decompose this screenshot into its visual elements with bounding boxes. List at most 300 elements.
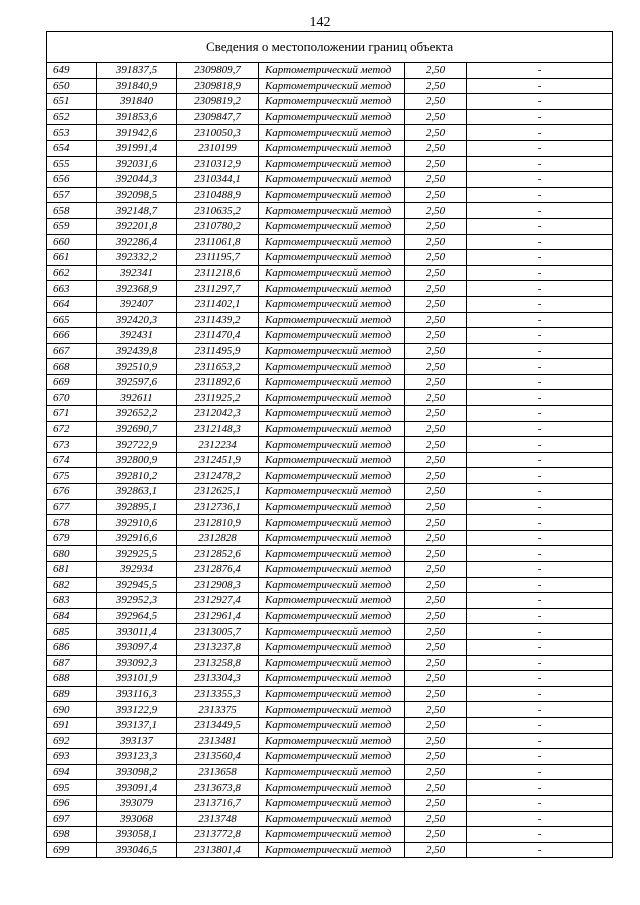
table-row [47,312,613,328]
method-cell: Картометрический метод [259,281,405,297]
coordinate-x-cell: 393046,5 [97,842,177,858]
table-row [47,343,613,359]
precision-cell: 2,50 [405,406,467,422]
table-row [47,593,613,609]
coordinate-y-cell: 2311297,7 [177,281,259,297]
point-number-cell: 649 [47,63,97,79]
coordinate-x-cell: 391991,4 [97,140,177,156]
point-number-cell: 656 [47,172,97,188]
note-cell: - [467,515,613,531]
point-number-cell: 655 [47,156,97,172]
coordinate-x-cell: 392044,3 [97,172,177,188]
method-cell: Картометрический метод [259,499,405,515]
precision-cell: 2,50 [405,421,467,437]
note-cell: - [467,312,613,328]
coordinate-y-cell: 2313673,8 [177,780,259,796]
method-cell: Картометрический метод [259,218,405,234]
table-row [47,234,613,250]
precision-cell: 2,50 [405,780,467,796]
precision-cell: 2,50 [405,250,467,266]
method-cell: Картометрический метод [259,717,405,733]
point-number-cell: 693 [47,749,97,765]
boundary-points-table [46,31,613,858]
method-cell: Картометрический метод [259,296,405,312]
coordinate-y-cell: 2312234 [177,437,259,453]
point-number-cell: 657 [47,187,97,203]
coordinate-y-cell: 2311925,2 [177,390,259,406]
method-cell: Картометрический метод [259,406,405,422]
coordinate-x-cell: 393068 [97,811,177,827]
precision-cell: 2,50 [405,140,467,156]
point-number-cell: 680 [47,546,97,562]
table-row [47,468,613,484]
point-number-cell: 667 [47,343,97,359]
point-number-cell: 668 [47,359,97,375]
coordinate-x-cell: 393116,3 [97,686,177,702]
method-cell: Картометрический метод [259,250,405,266]
table-row [47,172,613,188]
note-cell: - [467,203,613,219]
coordinate-y-cell: 2312478,2 [177,468,259,484]
table-row [47,671,613,687]
method-cell: Картометрический метод [259,94,405,110]
table-row [47,795,613,811]
precision-cell: 2,50 [405,390,467,406]
table-row [47,717,613,733]
table-row [47,639,613,655]
precision-cell: 2,50 [405,593,467,609]
coordinate-x-cell: 391840 [97,94,177,110]
precision-cell: 2,50 [405,655,467,671]
precision-cell: 2,50 [405,577,467,593]
method-cell: Картометрический метод [259,577,405,593]
point-number-cell: 685 [47,624,97,640]
method-cell: Картометрический метод [259,374,405,390]
coordinate-y-cell: 2313748 [177,811,259,827]
table-row [47,827,613,843]
table-row [47,406,613,422]
note-cell: - [467,437,613,453]
table-row [47,702,613,718]
coordinate-y-cell: 2312810,9 [177,515,259,531]
note-cell: - [467,702,613,718]
precision-cell: 2,50 [405,484,467,500]
method-cell: Картометрический метод [259,842,405,858]
point-number-cell: 687 [47,655,97,671]
method-cell: Картометрический метод [259,593,405,609]
coordinate-x-cell: 392934 [97,562,177,578]
point-number-cell: 697 [47,811,97,827]
table-row [47,390,613,406]
method-cell: Картометрический метод [259,140,405,156]
note-cell: - [467,577,613,593]
coordinate-y-cell: 2312927,4 [177,593,259,609]
method-cell: Картометрический метод [259,639,405,655]
note-cell: - [467,218,613,234]
table-row [47,78,613,94]
coordinate-x-cell: 392439,8 [97,343,177,359]
table-row [47,452,613,468]
note-cell: - [467,468,613,484]
coordinate-y-cell: 2310780,2 [177,218,259,234]
coordinate-x-cell: 392964,5 [97,608,177,624]
coordinate-x-cell: 391853,6 [97,109,177,125]
precision-cell: 2,50 [405,296,467,312]
method-cell: Картометрический метод [259,655,405,671]
precision-cell: 2,50 [405,608,467,624]
precision-cell: 2,50 [405,265,467,281]
point-number-cell: 690 [47,702,97,718]
coordinate-y-cell: 2311892,6 [177,374,259,390]
method-cell: Картометрический метод [259,172,405,188]
method-cell: Картометрический метод [259,265,405,281]
precision-cell: 2,50 [405,717,467,733]
point-number-cell: 665 [47,312,97,328]
coordinate-x-cell: 392407 [97,296,177,312]
coordinate-y-cell: 2313772,8 [177,827,259,843]
precision-cell: 2,50 [405,686,467,702]
coordinate-y-cell: 2311470,4 [177,328,259,344]
method-cell: Картометрический метод [259,437,405,453]
precision-cell: 2,50 [405,359,467,375]
method-cell: Картометрический метод [259,109,405,125]
table-row [47,187,613,203]
coordinate-y-cell: 2310199 [177,140,259,156]
precision-cell: 2,50 [405,109,467,125]
coordinate-y-cell: 2313304,3 [177,671,259,687]
method-cell: Картометрический метод [259,608,405,624]
note-cell: - [467,749,613,765]
note-cell: - [467,187,613,203]
method-cell: Картометрический метод [259,562,405,578]
table-row [47,437,613,453]
precision-cell: 2,50 [405,437,467,453]
point-number-cell: 677 [47,499,97,515]
coordinate-x-cell: 393137 [97,733,177,749]
coordinate-y-cell: 2311439,2 [177,312,259,328]
point-number-cell: 683 [47,593,97,609]
precision-cell: 2,50 [405,546,467,562]
coordinate-y-cell: 2312451,9 [177,452,259,468]
precision-cell: 2,50 [405,671,467,687]
note-cell: - [467,608,613,624]
note-cell: - [467,499,613,515]
point-number-cell: 653 [47,125,97,141]
coordinate-x-cell: 392945,5 [97,577,177,593]
note-cell: - [467,421,613,437]
precision-cell: 2,50 [405,234,467,250]
method-cell: Картометрический метод [259,156,405,172]
coordinate-y-cell: 2313355,3 [177,686,259,702]
precision-cell: 2,50 [405,125,467,141]
point-number-cell: 695 [47,780,97,796]
note-cell: - [467,156,613,172]
coordinate-x-cell: 392916,6 [97,530,177,546]
coordinate-x-cell: 392597,6 [97,374,177,390]
note-cell: - [467,452,613,468]
precision-cell: 2,50 [405,343,467,359]
coordinate-y-cell: 2309819,2 [177,94,259,110]
point-number-cell: 682 [47,577,97,593]
page-number: 142 [309,15,331,30]
method-cell: Картометрический метод [259,390,405,406]
table-row [47,764,613,780]
precision-cell: 2,50 [405,452,467,468]
table-row [47,94,613,110]
method-cell: Картометрический метод [259,468,405,484]
note-cell: - [467,655,613,671]
table-row [47,686,613,702]
precision-cell: 2,50 [405,562,467,578]
note-cell: - [467,733,613,749]
coordinate-x-cell: 392286,4 [97,234,177,250]
precision-cell: 2,50 [405,172,467,188]
note-cell: - [467,359,613,375]
note-cell: - [467,686,613,702]
precision-cell: 2,50 [405,842,467,858]
precision-cell: 2,50 [405,94,467,110]
note-cell: - [467,546,613,562]
coordinate-x-cell: 392332,2 [97,250,177,266]
precision-cell: 2,50 [405,328,467,344]
precision-cell: 2,50 [405,374,467,390]
note-cell: - [467,296,613,312]
note-cell: - [467,780,613,796]
table-row [47,733,613,749]
table-row [47,265,613,281]
coordinate-x-cell: 393123,3 [97,749,177,765]
table-row [47,203,613,219]
coordinate-x-cell: 392910,6 [97,515,177,531]
coordinate-y-cell: 2313716,7 [177,795,259,811]
coordinate-x-cell: 393091,4 [97,780,177,796]
precision-cell: 2,50 [405,63,467,79]
method-cell: Картометрический метод [259,452,405,468]
note-cell: - [467,63,613,79]
table-row [47,749,613,765]
precision-cell: 2,50 [405,156,467,172]
coordinate-x-cell: 392368,9 [97,281,177,297]
point-number-cell: 662 [47,265,97,281]
note-cell: - [467,172,613,188]
note-cell: - [467,140,613,156]
coordinate-x-cell: 393011,4 [97,624,177,640]
coordinate-y-cell: 2313560,4 [177,749,259,765]
table-row [47,530,613,546]
precision-cell: 2,50 [405,827,467,843]
note-cell: - [467,390,613,406]
note-cell: - [467,406,613,422]
method-cell: Картометрический метод [259,63,405,79]
coordinate-y-cell: 2311495,9 [177,343,259,359]
point-number-cell: 663 [47,281,97,297]
point-number-cell: 666 [47,328,97,344]
table-row [47,296,613,312]
point-number-cell: 660 [47,234,97,250]
point-number-cell: 669 [47,374,97,390]
method-cell: Картометрический метод [259,343,405,359]
precision-cell: 2,50 [405,811,467,827]
point-number-cell: 688 [47,671,97,687]
coordinate-y-cell: 2309818,9 [177,78,259,94]
coordinate-y-cell: 2313481 [177,733,259,749]
coordinate-y-cell: 2311402,1 [177,296,259,312]
table-row [47,374,613,390]
note-cell: - [467,343,613,359]
point-number-cell: 698 [47,827,97,843]
note-cell: - [467,94,613,110]
coordinate-x-cell: 393122,9 [97,702,177,718]
point-number-cell: 658 [47,203,97,219]
note-cell: - [467,281,613,297]
method-cell: Картометрический метод [259,749,405,765]
point-number-cell: 681 [47,562,97,578]
note-cell: - [467,639,613,655]
method-cell: Картометрический метод [259,546,405,562]
precision-cell: 2,50 [405,530,467,546]
note-cell: - [467,842,613,858]
precision-cell: 2,50 [405,515,467,531]
coordinate-y-cell: 2313375 [177,702,259,718]
note-cell: - [467,484,613,500]
method-cell: Картометрический метод [259,702,405,718]
method-cell: Картометрический метод [259,764,405,780]
coordinate-y-cell: 2313005,7 [177,624,259,640]
coordinate-y-cell: 2310050,3 [177,125,259,141]
table-row [47,125,613,141]
note-cell: - [467,811,613,827]
coordinate-x-cell: 392201,8 [97,218,177,234]
precision-cell: 2,50 [405,312,467,328]
note-cell: - [467,795,613,811]
table-row [47,109,613,125]
method-cell: Картометрический метод [259,234,405,250]
point-number-cell: 696 [47,795,97,811]
coordinate-y-cell: 2312828 [177,530,259,546]
coordinate-x-cell: 393101,9 [97,671,177,687]
point-number-cell: 691 [47,717,97,733]
coordinate-y-cell: 2312852,6 [177,546,259,562]
coordinate-y-cell: 2310344,1 [177,172,259,188]
precision-cell: 2,50 [405,281,467,297]
table-body [47,63,613,858]
method-cell: Картометрический метод [259,187,405,203]
note-cell: - [467,593,613,609]
coordinate-x-cell: 392800,9 [97,452,177,468]
coordinate-y-cell: 2312736,1 [177,499,259,515]
coordinate-x-cell: 392952,3 [97,593,177,609]
point-number-cell: 654 [47,140,97,156]
precision-cell: 2,50 [405,733,467,749]
table-row [47,484,613,500]
table-row [47,156,613,172]
coordinate-y-cell: 2311218,6 [177,265,259,281]
table-row [47,515,613,531]
table-row [47,63,613,79]
table-row [47,608,613,624]
coordinate-x-cell: 393058,1 [97,827,177,843]
method-cell: Картометрический метод [259,733,405,749]
method-cell: Картометрический метод [259,795,405,811]
note-cell: - [467,328,613,344]
precision-cell: 2,50 [405,187,467,203]
note-cell: - [467,78,613,94]
point-number-cell: 675 [47,468,97,484]
point-number-cell: 652 [47,109,97,125]
coordinate-x-cell: 391840,9 [97,78,177,94]
table-row [47,328,613,344]
coordinate-y-cell: 2313237,8 [177,639,259,655]
point-number-cell: 661 [47,250,97,266]
coordinate-x-cell: 391837,5 [97,63,177,79]
method-cell: Картометрический метод [259,328,405,344]
coordinate-y-cell: 2311061,8 [177,234,259,250]
coordinate-x-cell: 393137,1 [97,717,177,733]
point-number-cell: 673 [47,437,97,453]
point-number-cell: 676 [47,484,97,500]
method-cell: Картометрический метод [259,484,405,500]
coordinate-y-cell: 2312908,3 [177,577,259,593]
coordinate-y-cell: 2312148,3 [177,421,259,437]
table-title-row [47,32,613,63]
coordinate-y-cell: 2313801,4 [177,842,259,858]
table-title: Сведения о местоположении границ объекта [47,32,613,63]
point-number-cell: 664 [47,296,97,312]
table-row [47,842,613,858]
point-number-cell: 689 [47,686,97,702]
point-number-cell: 671 [47,406,97,422]
method-cell: Картометрический метод [259,421,405,437]
method-cell: Картометрический метод [259,671,405,687]
coordinate-x-cell: 392652,2 [97,406,177,422]
coordinate-x-cell: 392611 [97,390,177,406]
coordinate-x-cell: 393098,2 [97,764,177,780]
precision-cell: 2,50 [405,78,467,94]
precision-cell: 2,50 [405,639,467,655]
table-row [47,421,613,437]
method-cell: Картометрический метод [259,203,405,219]
coordinate-x-cell: 392031,6 [97,156,177,172]
coordinate-x-cell: 392863,1 [97,484,177,500]
coordinate-y-cell: 2313658 [177,764,259,780]
coordinate-x-cell: 392341 [97,265,177,281]
table-row [47,780,613,796]
point-number-cell: 672 [47,421,97,437]
point-number-cell: 694 [47,764,97,780]
note-cell: - [467,671,613,687]
method-cell: Картометрический метод [259,686,405,702]
coordinate-x-cell: 393079 [97,795,177,811]
point-number-cell: 679 [47,530,97,546]
table-row [47,655,613,671]
coordinate-y-cell: 2309809,7 [177,63,259,79]
point-number-cell: 674 [47,452,97,468]
method-cell: Картометрический метод [259,359,405,375]
table-row [47,250,613,266]
note-cell: - [467,125,613,141]
coordinate-y-cell: 2312961,4 [177,608,259,624]
table-row [47,562,613,578]
table-row [47,140,613,156]
note-cell: - [467,624,613,640]
table-row [47,546,613,562]
note-cell: - [467,234,613,250]
table-row [47,281,613,297]
coordinate-y-cell: 2309847,7 [177,109,259,125]
note-cell: - [467,562,613,578]
coordinate-y-cell: 2313258,8 [177,655,259,671]
coordinate-x-cell: 392148,7 [97,203,177,219]
